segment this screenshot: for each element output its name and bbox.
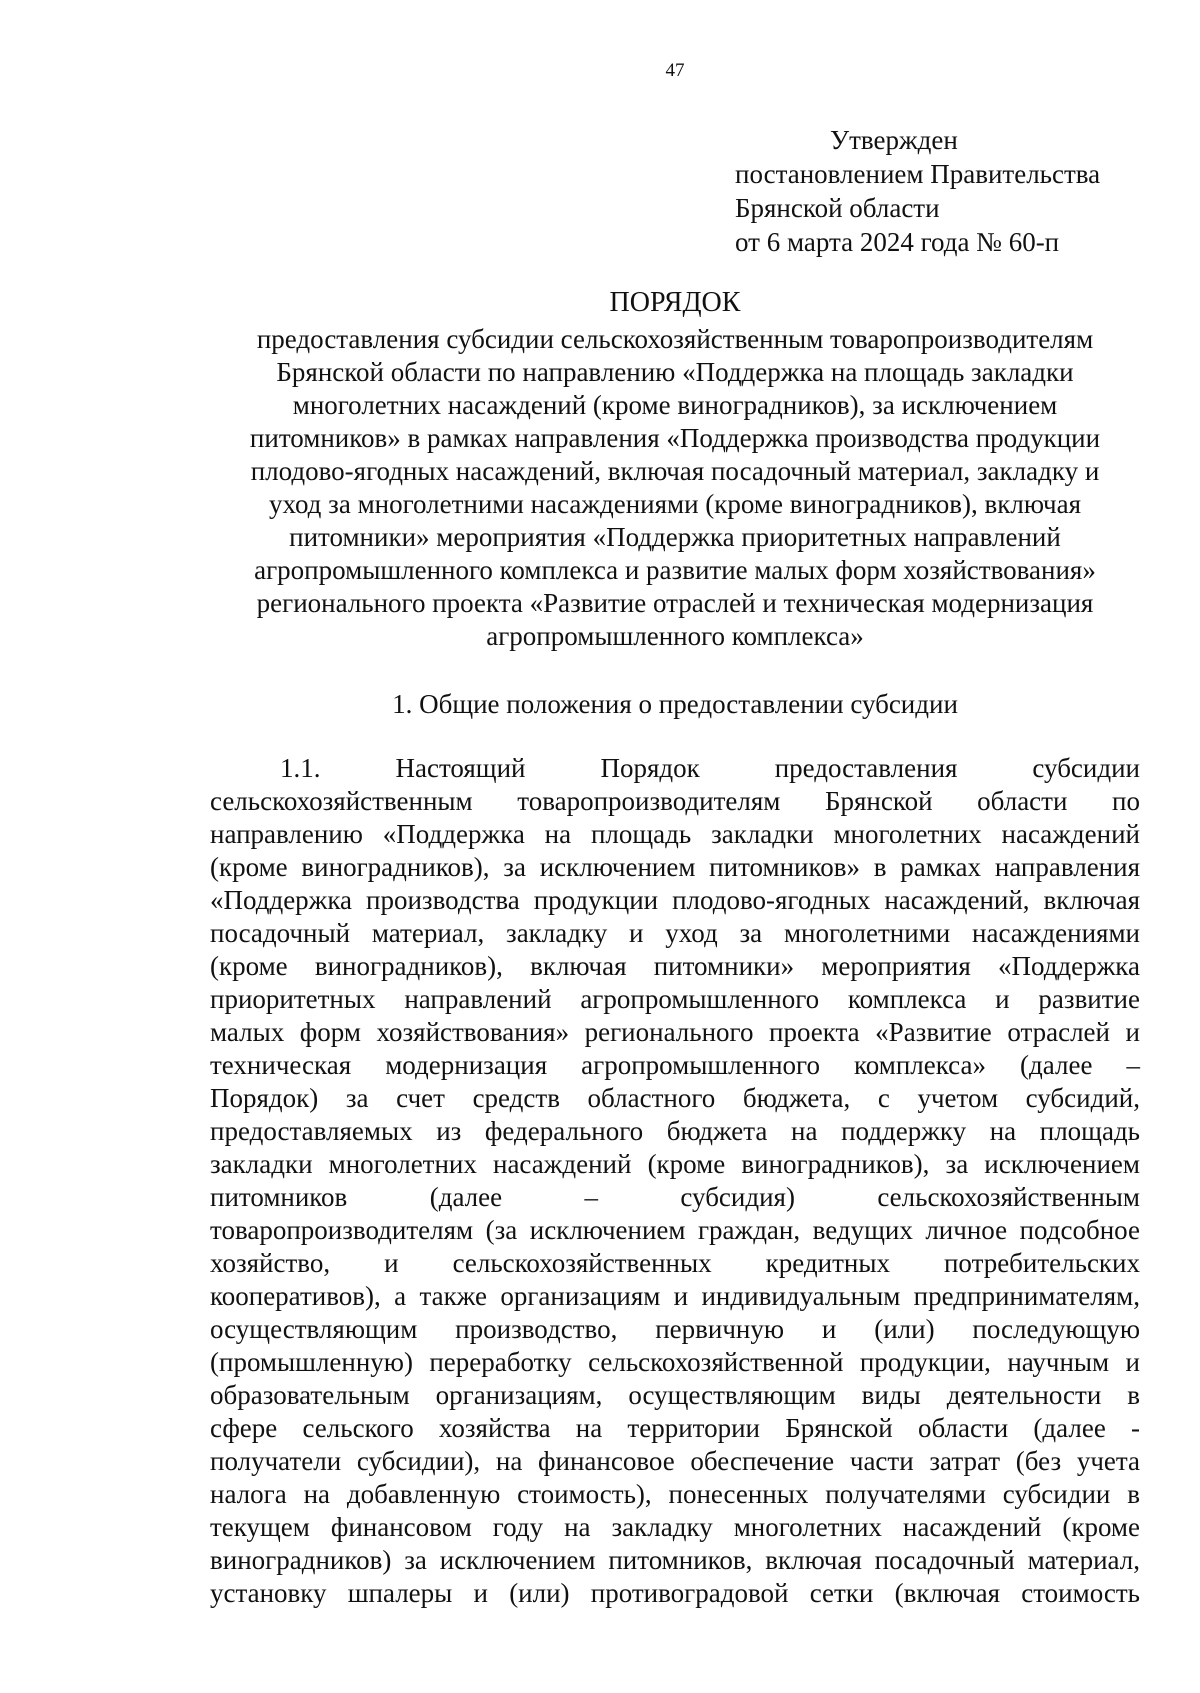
document-title: ПОРЯДОК [609,287,741,318]
paragraph-line: сельскохозяйственным товаропроизводителям Брянской области по [210,786,1140,816]
paragraph-line: кооперативов), а также организациям и индивидуальным предпринимателям, [210,1281,1140,1311]
page-number: 47 [665,60,685,81]
approval-stamp [735,123,1100,259]
subtitle-line: питомники» мероприятия «Поддержка приоритетных направлений [289,522,1061,552]
subtitle-line: питомников» в рамках направления «Поддержка производства продукции [249,423,1101,453]
subtitle-line: уход за многолетними насаждениями (кроме виноградников), включая [268,489,1082,519]
subtitle-line: агропромышленного комплекса» [486,621,864,651]
paragraph-line: (кроме виноградников), включая питомники» мероприятия «Поддержка [210,951,1140,981]
paragraph-line: образовательным организациям, осуществляющим виды деятельности в [210,1380,1140,1410]
paragraph-line: текущем финансовом году на закладку многолетних насаждений (кроме [210,1512,1140,1542]
paragraph-line: закладки многолетних насаждений (кроме виноградников), за исключением [210,1149,1140,1179]
paragraph-line: товаропроизводителям (за исключением граждан, ведущих личное подсобное [210,1215,1140,1245]
paragraph-line: получатели субсидии), на финансовое обеспечение части затрат (без учета [210,1446,1140,1476]
subtitle-line: регионального проекта «Развитие отраслей и техническая модернизация [256,588,1094,618]
document-subtitle [210,323,1140,653]
paragraph-line: «Поддержка производства продукции плодово-ягодных насаждений, включая [210,885,1140,915]
paragraph-line: (промышленную) переработку сельскохозяйственной продукции, научным и [210,1347,1140,1377]
approval-line: от 6 марта 2024 года № 60-п [735,227,1060,257]
paragraph-line: осуществляющим производство, первичную и (или) последующую [210,1314,1140,1344]
paragraph-line: приоритетных направлений агропромышленного комплекса и развитие [210,984,1140,1014]
paragraph-line: 1.1. Настоящий Порядок предоставления субсидии [280,753,1140,783]
paragraph-line: хозяйство, и сельскохозяйственных кредитных потребительских [210,1248,1140,1278]
approval-line: постановлением Правительства [735,159,1101,189]
subtitle-line: многолетних насаждений (кроме виноградников), за исключением [292,390,1058,420]
approval-line: Брянской области [735,193,940,223]
paragraph-line: малых форм хозяйствования» регионального проекта «Развитие отраслей и [210,1017,1140,1047]
paragraph-line: Порядок) за счет средств областного бюджета, с учетом субсидий, [210,1083,1140,1113]
paragraph-line: сфере сельского хозяйства на территории Брянской области (далее - [210,1413,1140,1443]
subtitle-line: предоставления субсидии сельскохозяйственным товаропроизводителям [256,324,1094,354]
paragraph-line: (кроме виноградников), за исключением питомников» в рамках направления [210,852,1140,882]
body-paragraph [210,752,1140,1610]
subtitle-line: Брянской области по направлению «Поддержка на площадь закладки [276,357,1074,387]
paragraph-line: питомников (далее – субсидия) сельскохозяйственным [210,1182,1140,1212]
paragraph-line: направлению «Поддержка на площадь закладки многолетних насаждений [210,819,1140,849]
subtitle-line: плодово-ягодных насаждений, включая посадочный материал, закладку и [250,456,1100,486]
paragraph-line: техническая модернизация агропромышленного комплекса» (далее – [210,1050,1140,1080]
paragraph-line: установку шпалеры и (или) противоградовой сетки (включая стоимость [210,1578,1140,1608]
paragraph-line: предоставляемых из федерального бюджета на поддержку на площадь [210,1116,1140,1146]
paragraph-line: посадочный материал, закладку и уход за многолетними насаждениями [210,918,1140,948]
paragraph-line: налога на добавленную стоимость), понесенных получателями субсидии в [210,1479,1140,1509]
approval-line: Утвержден [830,125,958,155]
section-heading: 1. Общие положения о предоставлении субсидии [392,689,958,719]
paragraph-line: виноградников) за исключением питомников, включая посадочный материал, [210,1545,1140,1575]
subtitle-line: агропромышленного комплекса и развитие малых форм хозяйствования» [254,555,1096,585]
